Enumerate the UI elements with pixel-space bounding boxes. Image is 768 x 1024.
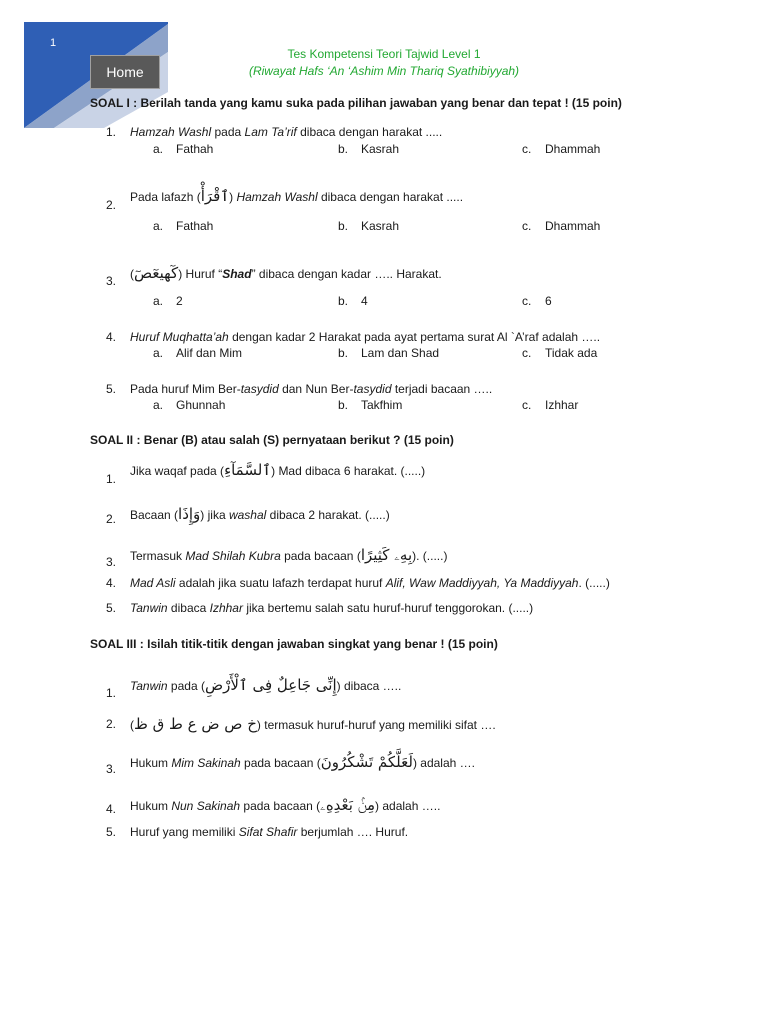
s2-q2-text: Bacaan (وَإِذَا) jika washal dibaca 2 harakat. (.....) (130, 505, 390, 523)
arabic-text: ٱلسَّمَآءِ (224, 461, 272, 479)
s1-q5-opt-c-letter: c. (522, 398, 532, 412)
s1-q3-number: 3. (106, 274, 117, 288)
s1-q3-opt-c[interactable]: 6 (545, 294, 552, 308)
s3-q2-number: 2. (106, 717, 117, 731)
s1-q3-opt-b-letter: b. (338, 294, 349, 308)
home-button[interactable]: Home (90, 55, 160, 89)
s1-q4-opt-a[interactable]: Alif dan Mim (176, 346, 243, 360)
s1-q1-text: Hamzah Washl pada Lam Ta’rif dibaca dengan harakat ..... (130, 125, 443, 139)
s1-q4-text: Huruf Muqhatta’ah dengan kadar 2 Harakat pada ayat pertama surat Al `A’raf adalah ….. (130, 330, 601, 344)
s2-q3-text: Termasuk Mad Shilah Kubra pada bacaan (بِهِۦ كَثِيرًا). (.....) (130, 546, 448, 564)
s3-q5-number: 5. (106, 825, 117, 839)
arabic-text: مِنۢ بَعْدِهِۦ (320, 796, 376, 814)
s1-q5-opt-a[interactable]: Ghunnah (176, 398, 226, 412)
arabic-text: وَإِذَا (178, 505, 201, 523)
s1-q1-opt-a[interactable]: Fathah (176, 142, 214, 156)
s3-q3-number: 3. (106, 762, 117, 776)
page-number: 1 (50, 37, 57, 49)
s1-q5-number: 5. (106, 382, 117, 396)
s1-q2-text: Pada lafazh (ٱقْرَأْ) Hamzah Washl dibaca dengan harakat ..... (130, 187, 464, 205)
s3-q5-text: Huruf yang memiliki Sifat Shafir berjumlah …. Huruf. (130, 825, 409, 839)
arabic-text: لَعَلَّكُمْ تَشْكُرُونَ (320, 753, 413, 771)
s1-q1-opt-c-letter: c. (522, 142, 532, 156)
s1-q1-opt-b[interactable]: Kasrah (361, 142, 400, 156)
s1-q1-opt-a-letter: a. (153, 142, 164, 156)
s2-q3-number: 3. (106, 555, 117, 569)
s1-q4-number: 4. (106, 330, 117, 344)
s1-q2-opt-a-letter: a. (153, 219, 164, 233)
s1-q3-opt-a-letter: a. (153, 294, 164, 308)
s1-q2-opt-b-letter: b. (338, 219, 349, 233)
s1-q4-opt-b[interactable]: Lam dan Shad (361, 346, 440, 360)
arabic-text: إِنِّى جَاعِلٌ فِى ٱلْأَرْضِ (204, 676, 337, 694)
page-title: Tes Kompetensi Teori Tajwid Level 1 (287, 47, 481, 61)
s2-q4-text: Mad Asli adalah jika suatu lafazh terdapat huruf Alif, Waw Maddiyyah, Ya Maddiyyah. (.....) (130, 576, 610, 590)
s1-q3-opt-c-letter: c. (522, 294, 532, 308)
s1-q4-opt-c[interactable]: Tidak ada (545, 346, 598, 360)
s3-q4-text: Hukum Nun Sakinah pada bacaan (مِنۢ بَعْدِهِۦ) adalah ….. (130, 796, 441, 814)
s1-q2-number: 2. (106, 198, 117, 212)
s1-q3-opt-a[interactable]: 2 (176, 294, 183, 308)
s3-q2-text: (خ ص ض ع ط ق ظ) termasuk huruf-huruf yang memiliki sifat …. (130, 715, 496, 733)
s1-q5-opt-c[interactable]: Izhhar (545, 398, 579, 412)
s1-q1-opt-b-letter: b. (338, 142, 349, 156)
s1-q5-opt-b[interactable]: Takfhim (361, 398, 403, 412)
s1-q3-text: (كٓهيعٓصٓ) Huruf “Shad” dibaca dengan kadar ….. Harakat. (130, 264, 442, 282)
s2-q2-number: 2. (106, 512, 117, 526)
s2-q4-number: 4. (106, 576, 117, 590)
s1-q1-number: 1. (106, 125, 117, 139)
arabic-text: ٱقْرَأْ (200, 187, 230, 205)
s1-q1-opt-c[interactable]: Dhammah (545, 142, 601, 156)
section-1-heading: SOAL I : Berilah tanda yang kamu suka pada pilihan jawaban yang benar dan tepat ! (15 poin) (90, 96, 622, 110)
s3-q3-text: Hukum Mim Sakinah pada bacaan (لَعَلَّكُمْ تَشْكُرُونَ) adalah …. (130, 753, 475, 771)
s1-q5-opt-b-letter: b. (338, 398, 349, 412)
s1-q2-opt-a[interactable]: Fathah (176, 219, 214, 233)
s1-q4-opt-c-letter: c. (522, 346, 532, 360)
s1-q3-opt-b[interactable]: 4 (361, 294, 368, 308)
s1-q4-opt-b-letter: b. (338, 346, 349, 360)
section-3-heading: SOAL III : Isilah titik-titik dengan jawaban singkat yang benar ! (15 poin) (90, 637, 498, 651)
arabic-text: كٓهيعٓصٓ (134, 264, 179, 282)
s1-q2-opt-b[interactable]: Kasrah (361, 219, 400, 233)
s2-q5-number: 5. (106, 601, 117, 615)
s3-q1-number: 1. (106, 686, 117, 700)
s2-q5-text: Tanwin dibaca Izhhar jika bertemu salah satu huruf-huruf tenggorokan. (.....) (130, 601, 534, 615)
s2-q1-number: 1. (106, 472, 117, 486)
s1-q5-opt-a-letter: a. (153, 398, 164, 412)
s1-q2-opt-c[interactable]: Dhammah (545, 219, 601, 233)
s1-q2-opt-c-letter: c. (522, 219, 532, 233)
s3-q4-number: 4. (106, 802, 117, 816)
s1-q4-opt-a-letter: a. (153, 346, 164, 360)
s1-q5-text: Pada huruf Mim Ber-tasydid dan Nun Ber-tasydid terjadi bacaan ….. (130, 382, 493, 396)
section-2-heading: SOAL II : Benar (B) atau salah (S) pernyataan berikut ? (15 poin) (90, 433, 454, 447)
page-subtitle: (Riwayat Hafs ‘An ‘Ashim Min Thariq Syathibiyyah) (248, 64, 520, 78)
s2-q1-text: Jika waqaf pada (ٱلسَّمَآءِ) Mad dibaca 6 harakat. (.....) (130, 461, 426, 479)
s3-q1-text: Tanwin pada (إِنِّى جَاعِلٌ فِى ٱلْأَرْضِ) dibaca ….. (130, 676, 402, 694)
arabic-text: بِهِۦ كَثِيرًا (360, 546, 413, 564)
arabic-text: خ ص ض ع ط ق ظ (134, 715, 257, 733)
